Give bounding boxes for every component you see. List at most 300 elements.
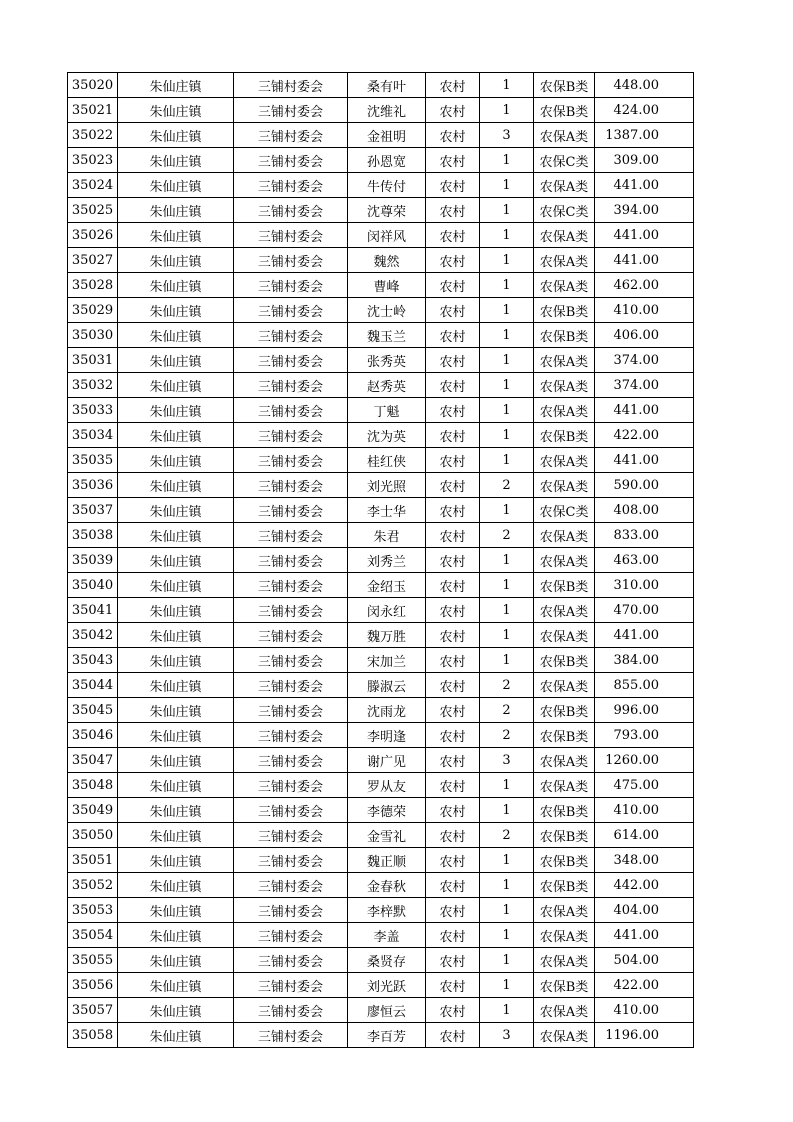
person-name-cell: 朱君 <box>348 523 426 548</box>
person-name-cell: 李士华 <box>348 498 426 523</box>
amount-cell: 424.00 <box>595 98 694 123</box>
member-count-cell: 1 <box>480 348 534 373</box>
member-count-cell: 2 <box>480 723 534 748</box>
town-cell: 朱仙庄镇 <box>118 523 234 548</box>
household-type-cell: 农村 <box>426 923 480 948</box>
insurance-category-cell: 农保B类 <box>534 873 595 898</box>
member-count-cell: 1 <box>480 648 534 673</box>
table-row <box>68 298 694 323</box>
village-committee-cell: 三铺村委会 <box>234 998 348 1023</box>
table-row <box>68 398 694 423</box>
amount-cell: 442.00 <box>595 873 694 898</box>
town-cell: 朱仙庄镇 <box>118 398 234 423</box>
town-cell: 朱仙庄镇 <box>118 823 234 848</box>
record-id-cell: 35025 <box>68 198 118 223</box>
person-name-cell: 丁魁 <box>348 398 426 423</box>
table-row <box>68 448 694 473</box>
table-row <box>68 1023 694 1048</box>
record-id-cell: 35038 <box>68 523 118 548</box>
record-id-cell: 35037 <box>68 498 118 523</box>
table-row <box>68 698 694 723</box>
record-id-cell: 35026 <box>68 223 118 248</box>
person-name-cell: 金绍玉 <box>348 573 426 598</box>
village-committee-cell: 三铺村委会 <box>234 248 348 273</box>
record-id-cell: 35058 <box>68 1023 118 1048</box>
amount-cell: 408.00 <box>595 498 694 523</box>
table-row <box>68 798 694 823</box>
household-type-cell: 农村 <box>426 198 480 223</box>
record-id-cell: 35022 <box>68 123 118 148</box>
household-type-cell: 农村 <box>426 673 480 698</box>
household-type-cell: 农村 <box>426 473 480 498</box>
table-row <box>68 598 694 623</box>
member-count-cell: 1 <box>480 198 534 223</box>
village-committee-cell: 三铺村委会 <box>234 773 348 798</box>
insurance-category-cell: 农保A类 <box>534 923 595 948</box>
member-count-cell: 1 <box>480 148 534 173</box>
insurance-category-cell: 农保B类 <box>534 723 595 748</box>
record-id-cell: 35054 <box>68 923 118 948</box>
household-type-cell: 农村 <box>426 623 480 648</box>
table-row <box>68 898 694 923</box>
table-row <box>68 523 694 548</box>
insurance-category-cell: 农保B类 <box>534 698 595 723</box>
insurance-category-cell: 农保A类 <box>534 123 595 148</box>
village-committee-cell: 三铺村委会 <box>234 873 348 898</box>
insurance-category-cell: 农保C类 <box>534 148 595 173</box>
person-name-cell: 宋加兰 <box>348 648 426 673</box>
town-cell: 朱仙庄镇 <box>118 323 234 348</box>
table-row <box>68 873 694 898</box>
member-count-cell: 2 <box>480 473 534 498</box>
table-row <box>68 848 694 873</box>
household-type-cell: 农村 <box>426 73 480 98</box>
table-row <box>68 73 694 98</box>
amount-cell: 309.00 <box>595 148 694 173</box>
town-cell: 朱仙庄镇 <box>118 98 234 123</box>
person-name-cell: 金春秋 <box>348 873 426 898</box>
record-id-cell: 35024 <box>68 173 118 198</box>
person-name-cell: 李梓默 <box>348 898 426 923</box>
insurance-category-cell: 农保A类 <box>534 623 595 648</box>
village-committee-cell: 三铺村委会 <box>234 898 348 923</box>
household-type-cell: 农村 <box>426 573 480 598</box>
amount-cell: 463.00 <box>595 548 694 573</box>
record-id-cell: 35032 <box>68 373 118 398</box>
insurance-category-cell: 农保A类 <box>534 173 595 198</box>
record-id-cell: 35020 <box>68 73 118 98</box>
village-committee-cell: 三铺村委会 <box>234 348 348 373</box>
member-count-cell: 1 <box>480 373 534 398</box>
town-cell: 朱仙庄镇 <box>118 648 234 673</box>
town-cell: 朱仙庄镇 <box>118 848 234 873</box>
village-committee-cell: 三铺村委会 <box>234 923 348 948</box>
member-count-cell: 1 <box>480 223 534 248</box>
household-type-cell: 农村 <box>426 948 480 973</box>
insurance-category-cell: 农保A类 <box>534 398 595 423</box>
town-cell: 朱仙庄镇 <box>118 573 234 598</box>
record-id-cell: 35045 <box>68 698 118 723</box>
record-id-cell: 35027 <box>68 248 118 273</box>
person-name-cell: 闵永红 <box>348 598 426 623</box>
amount-cell: 441.00 <box>595 248 694 273</box>
household-type-cell: 农村 <box>426 273 480 298</box>
member-count-cell: 1 <box>480 798 534 823</box>
member-count-cell: 2 <box>480 673 534 698</box>
household-type-cell: 农村 <box>426 248 480 273</box>
person-name-cell: 李盖 <box>348 923 426 948</box>
table-row <box>68 773 694 798</box>
town-cell: 朱仙庄镇 <box>118 1023 234 1048</box>
household-type-cell: 农村 <box>426 773 480 798</box>
village-committee-cell: 三铺村委会 <box>234 798 348 823</box>
person-name-cell: 曹峰 <box>348 273 426 298</box>
village-committee-cell: 三铺村委会 <box>234 673 348 698</box>
member-count-cell: 1 <box>480 98 534 123</box>
insurance-category-cell: 农保A类 <box>534 373 595 398</box>
amount-cell: 504.00 <box>595 948 694 973</box>
village-committee-cell: 三铺村委会 <box>234 98 348 123</box>
amount-cell: 410.00 <box>595 998 694 1023</box>
insurance-category-cell: 农保B类 <box>534 798 595 823</box>
person-name-cell: 孙恩宽 <box>348 148 426 173</box>
amount-cell: 384.00 <box>595 648 694 673</box>
table-body <box>68 73 694 1048</box>
village-committee-cell: 三铺村委会 <box>234 523 348 548</box>
person-name-cell: 沈为英 <box>348 423 426 448</box>
town-cell: 朱仙庄镇 <box>118 473 234 498</box>
table-row <box>68 123 694 148</box>
household-type-cell: 农村 <box>426 423 480 448</box>
town-cell: 朱仙庄镇 <box>118 123 234 148</box>
member-count-cell: 1 <box>480 298 534 323</box>
member-count-cell: 1 <box>480 898 534 923</box>
record-id-cell: 35051 <box>68 848 118 873</box>
household-type-cell: 农村 <box>426 548 480 573</box>
person-name-cell: 沈士岭 <box>348 298 426 323</box>
insurance-category-cell: 农保A类 <box>534 748 595 773</box>
member-count-cell: 1 <box>480 598 534 623</box>
household-type-cell: 农村 <box>426 298 480 323</box>
insurance-category-cell: 农保B类 <box>534 98 595 123</box>
town-cell: 朱仙庄镇 <box>118 73 234 98</box>
village-committee-cell: 三铺村委会 <box>234 273 348 298</box>
person-name-cell: 桑有叶 <box>348 73 426 98</box>
insurance-category-cell: 农保B类 <box>534 423 595 448</box>
person-name-cell: 刘光照 <box>348 473 426 498</box>
record-id-cell: 35040 <box>68 573 118 598</box>
record-id-cell: 35055 <box>68 948 118 973</box>
village-committee-cell: 三铺村委会 <box>234 573 348 598</box>
amount-cell: 441.00 <box>595 223 694 248</box>
household-type-cell: 农村 <box>426 723 480 748</box>
table-row <box>68 148 694 173</box>
amount-cell: 410.00 <box>595 798 694 823</box>
person-name-cell: 金雪礼 <box>348 823 426 848</box>
insurance-category-cell: 农保A类 <box>534 248 595 273</box>
household-type-cell: 农村 <box>426 323 480 348</box>
member-count-cell: 1 <box>480 998 534 1023</box>
village-committee-cell: 三铺村委会 <box>234 223 348 248</box>
insurance-category-cell: 农保A类 <box>534 773 595 798</box>
town-cell: 朱仙庄镇 <box>118 598 234 623</box>
village-committee-cell: 三铺村委会 <box>234 148 348 173</box>
table-row <box>68 673 694 698</box>
town-cell: 朱仙庄镇 <box>118 898 234 923</box>
town-cell: 朱仙庄镇 <box>118 223 234 248</box>
person-name-cell: 李明逢 <box>348 723 426 748</box>
table-row <box>68 373 694 398</box>
person-name-cell: 魏正顺 <box>348 848 426 873</box>
member-count-cell: 1 <box>480 923 534 948</box>
village-committee-cell: 三铺村委会 <box>234 548 348 573</box>
village-committee-cell: 三铺村委会 <box>234 498 348 523</box>
town-cell: 朱仙庄镇 <box>118 373 234 398</box>
insurance-category-cell: 农保A类 <box>534 523 595 548</box>
person-name-cell: 牛传付 <box>348 173 426 198</box>
amount-cell: 833.00 <box>595 523 694 548</box>
amount-cell: 448.00 <box>595 73 694 98</box>
member-count-cell: 1 <box>480 873 534 898</box>
table-row <box>68 923 694 948</box>
member-count-cell: 3 <box>480 123 534 148</box>
amount-cell: 441.00 <box>595 398 694 423</box>
village-committee-cell: 三铺村委会 <box>234 298 348 323</box>
member-count-cell: 1 <box>480 323 534 348</box>
person-name-cell: 刘光跃 <box>348 973 426 998</box>
record-id-cell: 35041 <box>68 598 118 623</box>
household-type-cell: 农村 <box>426 698 480 723</box>
village-committee-cell: 三铺村委会 <box>234 723 348 748</box>
record-id-cell: 35035 <box>68 448 118 473</box>
insurance-category-cell: 农保A类 <box>534 548 595 573</box>
village-committee-cell: 三铺村委会 <box>234 1023 348 1048</box>
village-committee-cell: 三铺村委会 <box>234 398 348 423</box>
record-id-cell: 35021 <box>68 98 118 123</box>
member-count-cell: 1 <box>480 848 534 873</box>
amount-cell: 374.00 <box>595 348 694 373</box>
person-name-cell: 罗从友 <box>348 773 426 798</box>
amount-cell: 441.00 <box>595 448 694 473</box>
member-count-cell: 1 <box>480 448 534 473</box>
household-type-cell: 农村 <box>426 848 480 873</box>
amount-cell: 422.00 <box>595 423 694 448</box>
town-cell: 朱仙庄镇 <box>118 773 234 798</box>
household-type-cell: 农村 <box>426 1023 480 1048</box>
record-id-cell: 35043 <box>68 648 118 673</box>
table-row <box>68 173 694 198</box>
town-cell: 朱仙庄镇 <box>118 298 234 323</box>
record-id-cell: 35031 <box>68 348 118 373</box>
record-id-cell: 35033 <box>68 398 118 423</box>
amount-cell: 590.00 <box>595 473 694 498</box>
village-committee-cell: 三铺村委会 <box>234 473 348 498</box>
record-id-cell: 35053 <box>68 898 118 923</box>
amount-cell: 614.00 <box>595 823 694 848</box>
person-name-cell: 张秀英 <box>348 348 426 373</box>
village-committee-cell: 三铺村委会 <box>234 123 348 148</box>
town-cell: 朱仙庄镇 <box>118 498 234 523</box>
person-name-cell: 桑贤存 <box>348 948 426 973</box>
household-type-cell: 农村 <box>426 373 480 398</box>
amount-cell: 1196.00 <box>595 1023 694 1048</box>
village-committee-cell: 三铺村委会 <box>234 748 348 773</box>
household-type-cell: 农村 <box>426 98 480 123</box>
record-id-cell: 35034 <box>68 423 118 448</box>
person-name-cell: 刘秀兰 <box>348 548 426 573</box>
table-row <box>68 948 694 973</box>
town-cell: 朱仙庄镇 <box>118 698 234 723</box>
town-cell: 朱仙庄镇 <box>118 998 234 1023</box>
household-type-cell: 农村 <box>426 523 480 548</box>
village-committee-cell: 三铺村委会 <box>234 648 348 673</box>
record-id-cell: 35039 <box>68 548 118 573</box>
person-name-cell: 谢广见 <box>348 748 426 773</box>
member-count-cell: 1 <box>480 423 534 448</box>
table-row <box>68 198 694 223</box>
table-row <box>68 273 694 298</box>
town-cell: 朱仙庄镇 <box>118 973 234 998</box>
household-type-cell: 农村 <box>426 973 480 998</box>
insurance-category-cell: 农保A类 <box>534 348 595 373</box>
person-name-cell: 闵祥风 <box>348 223 426 248</box>
record-id-cell: 35057 <box>68 998 118 1023</box>
member-count-cell: 2 <box>480 823 534 848</box>
town-cell: 朱仙庄镇 <box>118 748 234 773</box>
person-name-cell: 李百芳 <box>348 1023 426 1048</box>
table-row <box>68 973 694 998</box>
member-count-cell: 1 <box>480 173 534 198</box>
insurance-category-cell: 农保C类 <box>534 498 595 523</box>
record-id-cell: 35028 <box>68 273 118 298</box>
household-type-cell: 农村 <box>426 648 480 673</box>
town-cell: 朱仙庄镇 <box>118 198 234 223</box>
household-type-cell: 农村 <box>426 148 480 173</box>
member-count-cell: 1 <box>480 398 534 423</box>
table-row <box>68 823 694 848</box>
insurance-category-cell: 农保A类 <box>534 223 595 248</box>
insurance-category-cell: 农保B类 <box>534 648 595 673</box>
town-cell: 朱仙庄镇 <box>118 448 234 473</box>
town-cell: 朱仙庄镇 <box>118 948 234 973</box>
record-id-cell: 35036 <box>68 473 118 498</box>
amount-cell: 1260.00 <box>595 748 694 773</box>
amount-cell: 855.00 <box>595 673 694 698</box>
village-committee-cell: 三铺村委会 <box>234 448 348 473</box>
member-count-cell: 1 <box>480 623 534 648</box>
village-committee-cell: 三铺村委会 <box>234 973 348 998</box>
member-count-cell: 3 <box>480 748 534 773</box>
member-count-cell: 1 <box>480 948 534 973</box>
person-name-cell: 沈维礼 <box>348 98 426 123</box>
member-count-cell: 1 <box>480 248 534 273</box>
amount-cell: 1387.00 <box>595 123 694 148</box>
household-type-cell: 农村 <box>426 498 480 523</box>
table-row <box>68 548 694 573</box>
insurance-category-cell: 农保A类 <box>534 598 595 623</box>
town-cell: 朱仙庄镇 <box>118 148 234 173</box>
village-committee-cell: 三铺村委会 <box>234 698 348 723</box>
town-cell: 朱仙庄镇 <box>118 348 234 373</box>
amount-cell: 374.00 <box>595 373 694 398</box>
table-row <box>68 648 694 673</box>
person-name-cell: 滕淑云 <box>348 673 426 698</box>
insurance-category-cell: 农保A类 <box>534 898 595 923</box>
village-committee-cell: 三铺村委会 <box>234 423 348 448</box>
member-count-cell: 1 <box>480 773 534 798</box>
insurance-category-cell: 农保B类 <box>534 323 595 348</box>
village-committee-cell: 三铺村委会 <box>234 823 348 848</box>
member-count-cell: 1 <box>480 573 534 598</box>
household-type-cell: 农村 <box>426 798 480 823</box>
table-row <box>68 323 694 348</box>
amount-cell: 310.00 <box>595 573 694 598</box>
person-name-cell: 魏玉兰 <box>348 323 426 348</box>
insurance-category-cell: 农保B类 <box>534 848 595 873</box>
insurance-category-cell: 农保A类 <box>534 448 595 473</box>
member-count-cell: 1 <box>480 273 534 298</box>
person-name-cell: 李德荣 <box>348 798 426 823</box>
table-row <box>68 623 694 648</box>
table-row <box>68 348 694 373</box>
table-row <box>68 498 694 523</box>
household-type-cell: 农村 <box>426 173 480 198</box>
amount-cell: 441.00 <box>595 623 694 648</box>
amount-cell: 793.00 <box>595 723 694 748</box>
household-type-cell: 农村 <box>426 348 480 373</box>
member-count-cell: 3 <box>480 1023 534 1048</box>
household-type-cell: 农村 <box>426 598 480 623</box>
person-name-cell: 沈尊荣 <box>348 198 426 223</box>
town-cell: 朱仙庄镇 <box>118 423 234 448</box>
town-cell: 朱仙庄镇 <box>118 798 234 823</box>
insurance-category-cell: 农保B类 <box>534 573 595 598</box>
table-row <box>68 423 694 448</box>
record-id-cell: 35046 <box>68 723 118 748</box>
data-table <box>67 72 694 1048</box>
insurance-category-cell: 农保A类 <box>534 998 595 1023</box>
town-cell: 朱仙庄镇 <box>118 273 234 298</box>
village-committee-cell: 三铺村委会 <box>234 598 348 623</box>
village-committee-cell: 三铺村委会 <box>234 73 348 98</box>
person-name-cell: 桂红侠 <box>348 448 426 473</box>
amount-cell: 441.00 <box>595 173 694 198</box>
amount-cell: 441.00 <box>595 923 694 948</box>
household-type-cell: 农村 <box>426 748 480 773</box>
household-type-cell: 农村 <box>426 823 480 848</box>
town-cell: 朱仙庄镇 <box>118 623 234 648</box>
insurance-category-cell: 农保C类 <box>534 198 595 223</box>
insurance-category-cell: 农保A类 <box>534 1023 595 1048</box>
household-type-cell: 农村 <box>426 398 480 423</box>
record-id-cell: 35023 <box>68 148 118 173</box>
person-name-cell: 魏万胜 <box>348 623 426 648</box>
person-name-cell: 沈雨龙 <box>348 698 426 723</box>
amount-cell: 406.00 <box>595 323 694 348</box>
insurance-category-cell: 农保A类 <box>534 473 595 498</box>
town-cell: 朱仙庄镇 <box>118 723 234 748</box>
amount-cell: 410.00 <box>595 298 694 323</box>
member-count-cell: 2 <box>480 698 534 723</box>
village-committee-cell: 三铺村委会 <box>234 373 348 398</box>
amount-cell: 996.00 <box>595 698 694 723</box>
record-id-cell: 35042 <box>68 623 118 648</box>
table-row <box>68 998 694 1023</box>
town-cell: 朱仙庄镇 <box>118 548 234 573</box>
amount-cell: 404.00 <box>595 898 694 923</box>
village-committee-cell: 三铺村委会 <box>234 848 348 873</box>
amount-cell: 470.00 <box>595 598 694 623</box>
